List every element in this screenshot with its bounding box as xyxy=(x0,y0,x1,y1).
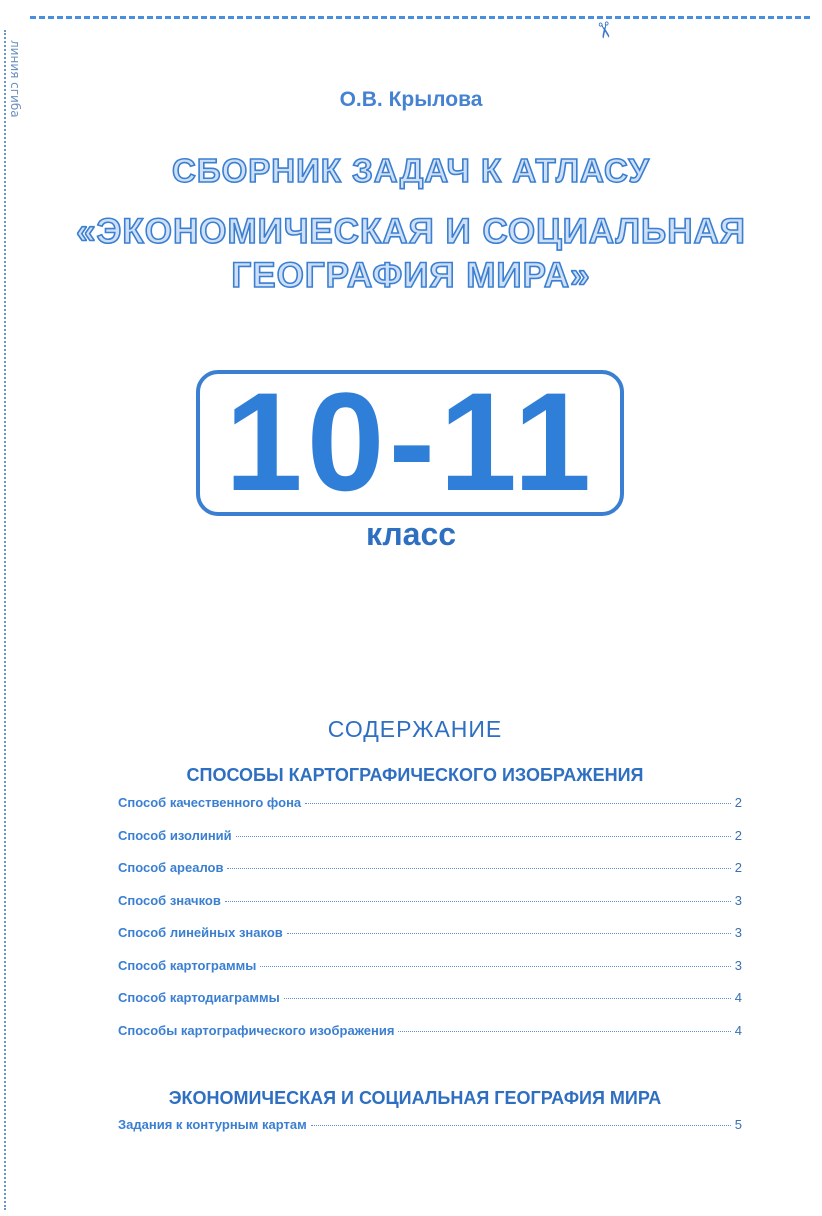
fold-label: линия сгиба xyxy=(8,40,22,118)
toc-item[interactable] xyxy=(118,990,742,1023)
toc-item-label: Способы картографического изображения xyxy=(118,1022,395,1038)
toc-item-label: Способ изолиний xyxy=(118,827,232,843)
toc-item-page: 2 xyxy=(734,795,742,810)
toc-item-page: 3 xyxy=(734,925,742,940)
toc-item[interactable] xyxy=(118,828,742,861)
toc-item-page: 5 xyxy=(734,1117,742,1132)
toc-item[interactable] xyxy=(118,958,742,991)
toc-list xyxy=(118,1117,742,1150)
scissors-icon: ✂ xyxy=(589,19,618,42)
fold-line xyxy=(4,30,6,1210)
toc-item-page: 4 xyxy=(734,1022,742,1038)
toc-item-label: Способ картодиаграммы xyxy=(118,990,280,1005)
toc-item-label: Способ качественного фона xyxy=(118,795,302,810)
toc-item[interactable] xyxy=(118,795,742,828)
toc-item[interactable] xyxy=(118,925,742,958)
toc-item[interactable] xyxy=(118,1117,742,1150)
dot-leader xyxy=(225,901,731,902)
toc-list xyxy=(118,795,742,1055)
dot-leader xyxy=(227,868,730,869)
toc-item-page: 3 xyxy=(734,892,742,908)
toc-section-title: ЭКОНОМИЧЕСКАЯ И СОЦИАЛЬНАЯ ГЕОГРАФИЯ МИРА xyxy=(168,1088,662,1108)
toc-item[interactable] xyxy=(118,860,742,893)
toc-item-label: Способ ареалов xyxy=(118,860,224,875)
toc-item-page: 4 xyxy=(734,990,742,1005)
dot-leader xyxy=(311,1125,731,1126)
toc-item[interactable] xyxy=(118,893,742,926)
dot-leader xyxy=(284,998,731,999)
toc-item-label: Способ линейных знаков xyxy=(118,925,283,940)
author-name: О.В. Крылова xyxy=(339,88,483,111)
title-line-1: СБОРНИК ЗАДАЧ К АТЛАСУ xyxy=(172,152,650,189)
dot-leader xyxy=(236,836,731,837)
cut-line xyxy=(30,16,810,19)
dot-leader xyxy=(287,933,731,934)
dot-leader xyxy=(260,966,730,967)
grade-number: 10-11 xyxy=(224,363,596,520)
toc-item-label: Задания к контурным картам xyxy=(118,1117,307,1132)
dot-leader xyxy=(398,1031,730,1032)
title-line-2: «ЭКОНОМИЧЕСКАЯ И СОЦИАЛЬНАЯ xyxy=(76,212,746,251)
dot-leader xyxy=(305,803,731,804)
title-line-3: ГЕОГРАФИЯ МИРА» xyxy=(231,256,591,295)
toc-heading: СОДЕРЖАНИЕ xyxy=(327,716,503,742)
toc-item-label: Способ значков xyxy=(118,892,221,908)
toc-item[interactable] xyxy=(118,1023,742,1056)
grade-label: класс xyxy=(365,516,457,552)
toc-item-page: 3 xyxy=(734,957,742,973)
toc-item-label: Способ картограммы xyxy=(118,957,257,973)
toc-item-page: 2 xyxy=(734,827,742,843)
toc-section-title: СПОСОБЫ КАРТОГРАФИЧЕСКОГО ИЗОБРАЖЕНИЯ xyxy=(186,765,644,785)
toc-item-page: 2 xyxy=(734,860,742,875)
